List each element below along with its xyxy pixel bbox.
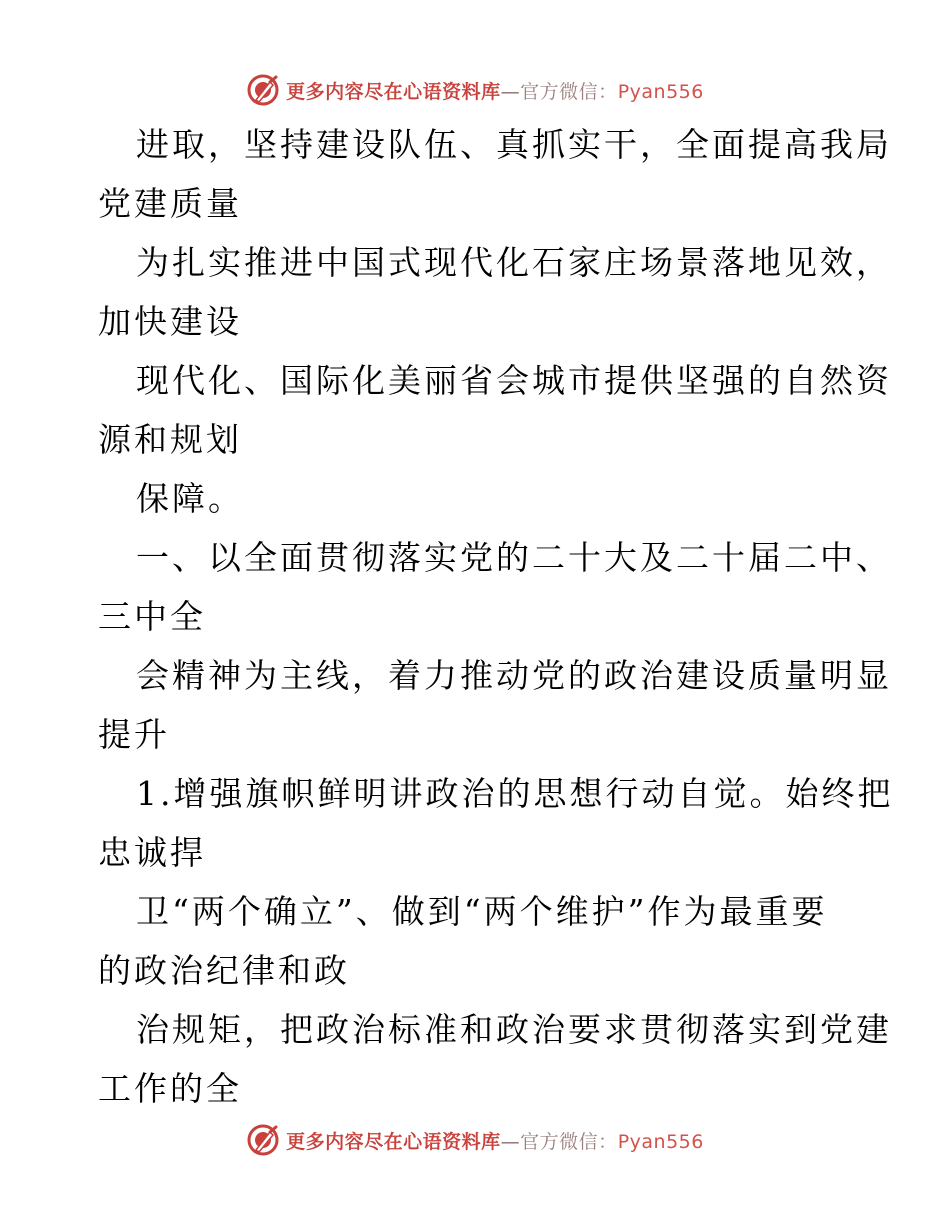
text-line: 保障。 — [136, 479, 244, 518]
pen-nib-logo-icon — [246, 1123, 280, 1157]
banner-separator: — — [500, 80, 521, 103]
banner-text — [286, 77, 704, 104]
banner-account: Pyan556 — [617, 1130, 704, 1153]
banner-separator: — — [500, 1130, 521, 1153]
text-line: 会精神为主线，着力推动党的政治建设质量明显 — [136, 656, 892, 695]
text-line: 三中全 — [98, 597, 206, 636]
banner-text — [286, 1127, 704, 1154]
footer-banner — [0, 1120, 950, 1160]
header-banner — [0, 70, 950, 110]
banner-wechat-label: 官方微信： — [520, 80, 618, 103]
pen-nib-logo-icon — [246, 73, 280, 107]
text-line: 党建质量 — [98, 184, 242, 223]
banner-main-text: 更多内容尽在心语资料库 — [286, 1130, 501, 1153]
text-line: 忠诚捍 — [98, 833, 206, 872]
text-line: 现代化、国际化美丽省会城市提供坚强的自然资 — [136, 361, 892, 400]
banner-wechat-label: 官方微信： — [520, 1130, 618, 1153]
text-line: 源和规划 — [98, 420, 242, 459]
text-line: 工作的全 — [98, 1069, 242, 1108]
text-line: 为扎实推进中国式现代化石家庄场景落地见效， — [136, 243, 892, 282]
text-line: 进取，坚持建设队伍、真抓实干，全面提高我局 — [136, 125, 892, 164]
text-line: 1.增强旗帜鲜明讲政治的思想行动自觉。始终把 — [136, 774, 894, 813]
text-line: 提升 — [98, 715, 170, 754]
text-line: 卫“两个确立”、做到“两个维护”作为最重要 — [136, 892, 828, 931]
banner-account: Pyan556 — [617, 80, 704, 103]
text-line: 加快建设 — [98, 302, 242, 341]
banner-main-text: 更多内容尽在心语资料库 — [286, 80, 501, 103]
text-line: 一、以全面贯彻落实党的二十大及二十届二中、 — [136, 538, 892, 577]
text-line: 治规矩，把政治标准和政治要求贯彻落实到党建 — [136, 1010, 892, 1049]
text-line: 的政治纪律和政 — [98, 951, 350, 990]
